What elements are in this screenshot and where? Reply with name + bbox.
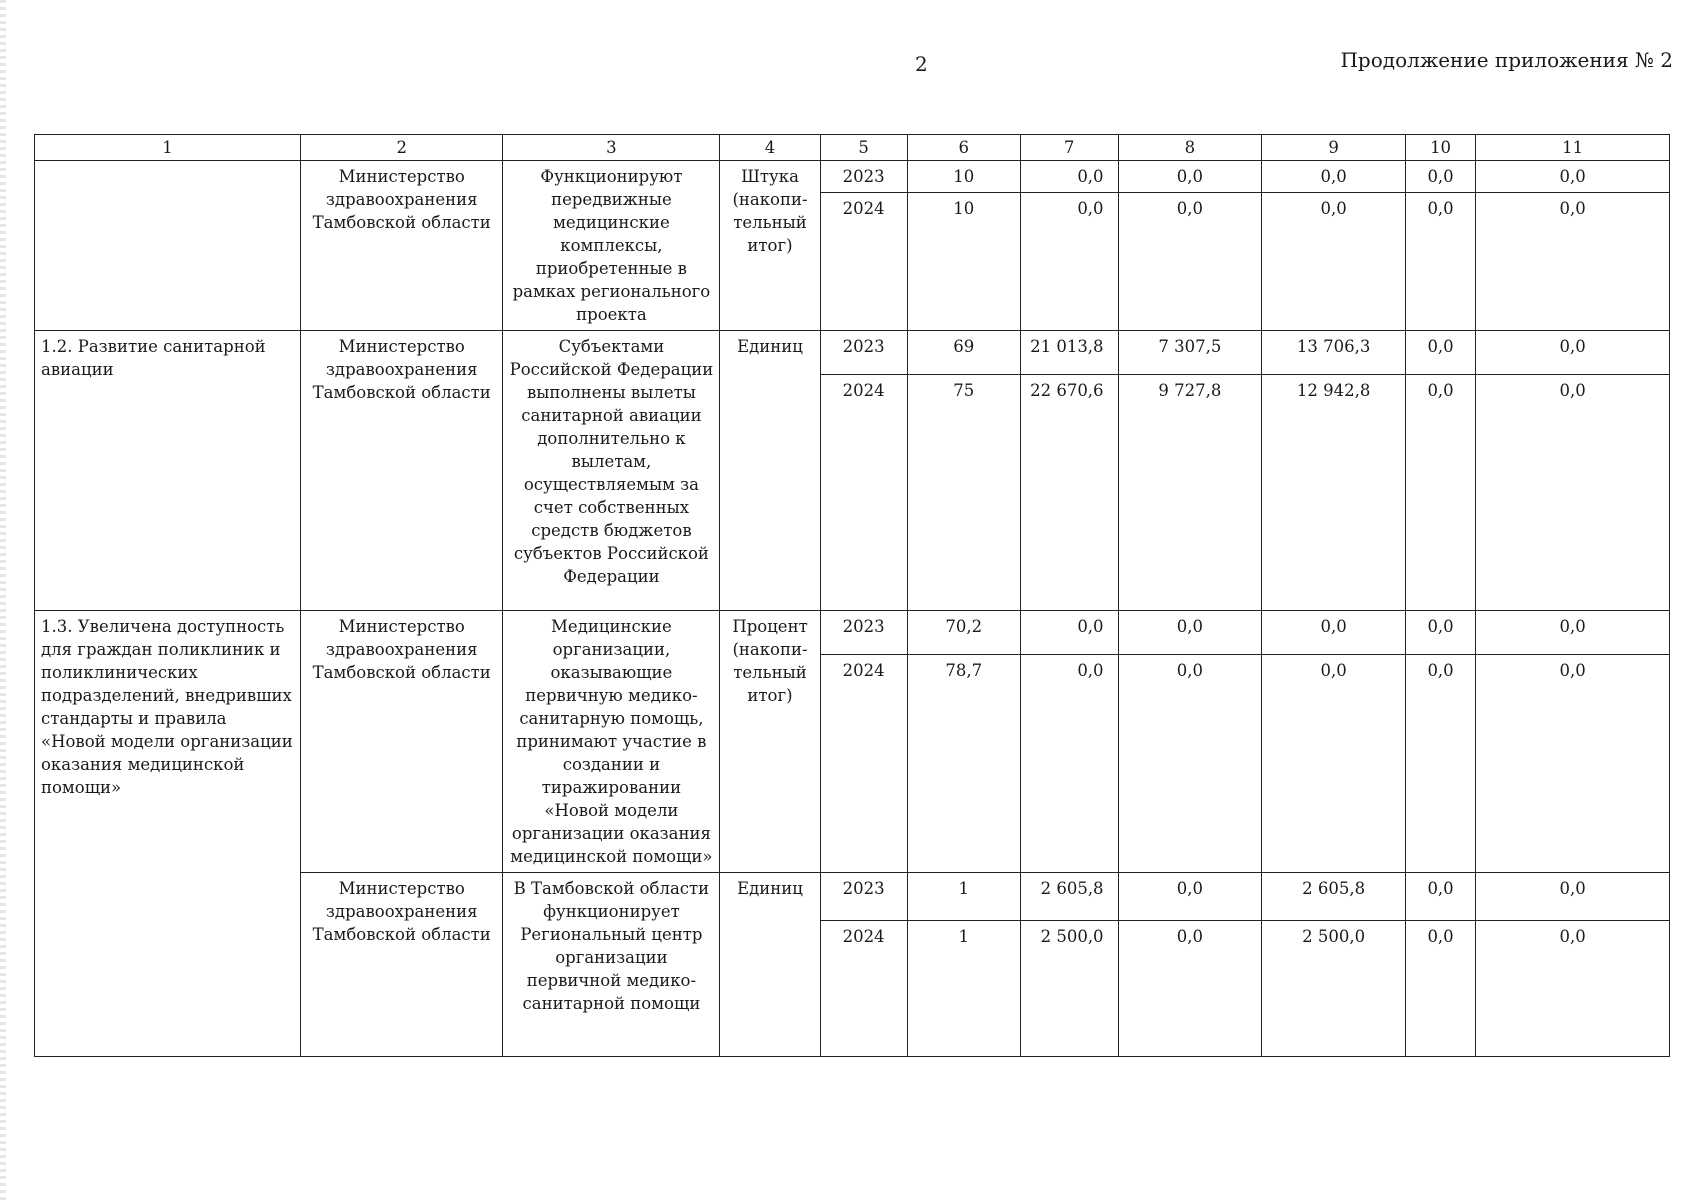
amount-cell: 0,0 [1118,611,1262,655]
amount-cell: 0,0 [1476,873,1670,921]
value-cell: 1 [907,921,1020,1057]
amount-cell: 0,0 [1262,655,1406,873]
amount-cell: 0,0 [1476,921,1670,1057]
year-cell: 2023 [820,161,907,193]
amount-cell: 0,0 [1405,611,1475,655]
result-cell: В Тамбовской области функционирует Региональный центр организации первичной медико-санитарной помощи [503,873,720,1057]
measure-name [35,161,301,331]
amount-cell: 0,0 [1262,611,1406,655]
amount-cell: 0,0 [1405,193,1475,331]
amount-cell: 13 706,3 [1262,331,1406,375]
column-number: 2 [301,135,503,161]
column-number: 9 [1262,135,1406,161]
amount-cell: 9 727,8 [1118,375,1262,611]
measure-name: 1.2. Развитие санитарной авиации [35,331,301,611]
value-cell: 69 [907,331,1020,375]
amount-cell: 7 307,5 [1118,331,1262,375]
unit-cell: Единиц [720,331,820,611]
amount-cell: 0,0 [1405,331,1475,375]
column-number: 8 [1118,135,1262,161]
year-cell: 2023 [820,331,907,375]
year-cell: 2023 [820,611,907,655]
ministry-cell: Министерство здравоохранения Тамбовской области [301,331,503,611]
result-cell: Функционируют передвижные медицинские комплексы, приобретенные в рамках регионального проекта [503,161,720,331]
value-cell: 10 [907,161,1020,193]
amount-cell: 0,0 [1020,161,1118,193]
column-number: 6 [907,135,1020,161]
column-number: 10 [1405,135,1475,161]
amount-cell: 12 942,8 [1262,375,1406,611]
amount-cell: 0,0 [1020,611,1118,655]
page-number: 2 [915,52,928,76]
value-cell: 78,7 [907,655,1020,873]
amount-cell: 2 605,8 [1020,873,1118,921]
column-number: 1 [35,135,301,161]
result-cell: Субъектами Российской Федерации выполнены вылеты санитарной авиации дополнительно к вылетам, осуществляемым за счет собственных средств бюджетов субъектов Российской Федерации [503,331,720,611]
amount-cell: 0,0 [1262,193,1406,331]
amount-cell: 0,0 [1118,161,1262,193]
year-cell: 2023 [820,873,907,921]
ministry-cell: Министерство здравоохранения Тамбовской области [301,873,503,1057]
amount-cell: 2 500,0 [1262,921,1406,1057]
ministry-cell: Министерство здравоохранения Тамбовской области [301,161,503,331]
amount-cell: 22 670,6 [1020,375,1118,611]
year-cell: 2024 [820,921,907,1057]
year-cell: 2024 [820,655,907,873]
page-header: Продолжение приложения № 2 [1340,48,1673,72]
ministry-cell: Министерство здравоохранения Тамбовской области [301,611,503,873]
table-row [35,331,1670,375]
data-table [34,134,1670,1057]
column-number: 11 [1476,135,1670,161]
year-cell: 2024 [820,193,907,331]
result-cell: Медицинские организации, оказывающие первичную медико-санитарную помощь, принимают участие в создании и тиражировании «Новой модели организации оказания медицинской помощи» [503,611,720,873]
value-cell: 10 [907,193,1020,331]
table-row [35,161,1670,193]
amount-cell: 0,0 [1405,873,1475,921]
unit-cell: Единиц [720,873,820,1057]
column-number: 7 [1020,135,1118,161]
amount-cell: 0,0 [1476,331,1670,375]
amount-cell: 0,0 [1020,193,1118,331]
amount-cell: 0,0 [1118,655,1262,873]
amount-cell: 21 013,8 [1020,331,1118,375]
value-cell: 1 [907,873,1020,921]
amount-cell: 0,0 [1118,193,1262,331]
value-cell: 75 [907,375,1020,611]
column-number: 3 [503,135,720,161]
amount-cell: 0,0 [1405,161,1475,193]
amount-cell: 2 500,0 [1020,921,1118,1057]
amount-cell: 0,0 [1476,161,1670,193]
amount-cell: 0,0 [1405,375,1475,611]
amount-cell: 2 605,8 [1262,873,1406,921]
amount-cell: 0,0 [1476,193,1670,331]
year-cell: 2024 [820,375,907,611]
amount-cell: 0,0 [1118,873,1262,921]
value-cell: 70,2 [907,611,1020,655]
unit-cell: Процент (накопи-тельный итог) [720,611,820,873]
amount-cell: 0,0 [1020,655,1118,873]
column-numbers-row [35,135,1670,161]
amount-cell: 0,0 [1262,161,1406,193]
amount-cell: 0,0 [1405,921,1475,1057]
amount-cell: 0,0 [1405,655,1475,873]
amount-cell: 0,0 [1476,655,1670,873]
measure-name: 1.3. Увеличена доступность для граждан поликлиник и поликлинических подразделений, внедривших стандарты и правила «Новой модели организации оказания медицинской помощи» [35,611,301,1057]
scan-edge [0,0,6,1200]
amount-cell: 0,0 [1476,611,1670,655]
amount-cell: 0,0 [1118,921,1262,1057]
amount-cell: 0,0 [1476,375,1670,611]
column-number: 5 [820,135,907,161]
table-row [35,611,1670,655]
unit-cell: Штука (накопи-тельный итог) [720,161,820,331]
column-number: 4 [720,135,820,161]
